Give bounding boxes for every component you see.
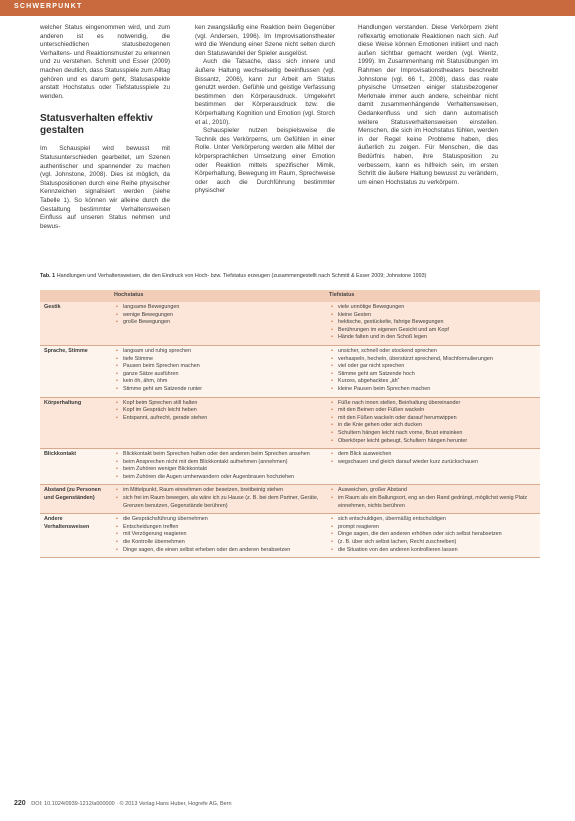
list-item: • kleine Pausen beim Sprechen machen: [338, 386, 536, 394]
bullet-list: [329, 304, 536, 342]
table-body: [40, 302, 540, 558]
list-item: • langsame Bewegungen: [123, 304, 321, 312]
status-table: [40, 290, 540, 558]
table-header-row: [40, 290, 540, 302]
list-item: • mit den Füßen wackeln oder darauf herumwippen: [338, 415, 536, 423]
list-item: • Stimme geht am Satzende runter: [123, 386, 321, 394]
list-item: • verhaspeln, hecheln, überstürzt sprechend, Mischformulierungen: [338, 356, 536, 364]
body-paragraph: Im Schauspiel wird bewusst mit Statusunterschieden gearbeitet, um Szenen authentischer und spannender zu machen (vgl. Johnstone, 2008). Dies ist möglich, da Statuspositionen durch eine Reihe physischer Kennzeichen signalisiert werden (siehe Tabelle 1). So können wir alleine durch die Gestaltung bestimmter Verhaltensweisen Einfluss auf unseren Status nehmen und bewus-: [40, 145, 170, 230]
list-item: • im Mittelpunkt, Raum einnehmen oder besetzen, breitbeinig stehen: [123, 487, 321, 495]
list-item: • Berührungen im eigenen Gesicht und am Kopf: [338, 327, 536, 335]
table-caption-prefix: Tab. 1: [40, 273, 56, 279]
list-item: • prompt reagieren: [338, 524, 536, 532]
list-item: • kleine Gesten: [338, 312, 536, 320]
list-item: • Oberkörper leicht gebeugt, Schultern hängen herunter: [338, 438, 536, 446]
list-item: • viel oder gar nicht sprechen: [338, 363, 536, 371]
row-label: Gestik: [44, 304, 61, 310]
bullet-list: [114, 451, 321, 481]
list-item: • Kurzes, abgehacktes „äh“: [338, 378, 536, 386]
hochstatus-cell: [110, 302, 325, 345]
table-header-empty: [40, 290, 110, 302]
body-paragraph: ken zwangsläufig eine Reaktion beim Gegenüber (vgl. Andersen, 1996). Im Improvisationstheater wird die Wendung einer Szene nicht selten durch den Statuswandel der Spieler ausgelöst.: [195, 24, 335, 57]
list-item: • Ausweichen, großer Abstand: [338, 487, 536, 495]
list-item: • (z. B. über sich selbst lachen, Recht zuschreiben): [338, 539, 536, 547]
hochstatus-cell: [110, 514, 325, 557]
table-row: [40, 514, 540, 558]
list-item: • Kopf beim Sprechen still halten: [123, 400, 321, 408]
list-item: • die Kontrolle übernehmen: [123, 539, 321, 547]
table-row: [40, 449, 540, 485]
list-item: • ganze Sätze ausführen: [123, 371, 321, 379]
row-label: Abstand (zu Personen und Gegenständen): [44, 487, 101, 502]
list-item: • im Raum als ein Ballungsort, eng an den Rand gedrängt, möglichst wenig Platz einnehmen, nichts berühren: [338, 495, 536, 510]
list-item: • mit Verzögerung reagieren: [123, 531, 321, 539]
list-item: • dem Blick ausweichen: [338, 451, 536, 459]
section-heading: Statusverhalten effektiv gestalten: [40, 113, 153, 137]
list-item: • sich frei im Raum bewegen, als wäre ich zu Hause (z. B. bei dem Partner, Geräte, Grenzen benutzen, Gegenstände berühren): [123, 495, 321, 510]
table-row: [40, 346, 540, 398]
footer-text: DOI: 10.1024/0939-1212/a000000 · © 2013 Verlag Hans Huber, Hogrefe AG, Bern: [31, 801, 232, 807]
hochstatus-cell: [110, 485, 325, 513]
hochstatus-cell: [110, 346, 325, 397]
bullet-list: [114, 348, 321, 394]
list-item: • kein öh, ähm, öhm: [123, 378, 321, 386]
list-item: • Schultern hängen leicht nach vorne, Brust einsinken: [338, 430, 536, 438]
tiefstatus-cell: [325, 302, 540, 345]
body-paragraph: Auch die Tatsache, dass sich innere und äußere Haltung wechselseitig beeinflussen (vgl. Bissantz, 2006), kann zur Arbeit am Status genutzt werden. Gefühle und geistige Verfassung bestimmen den Körperausdruck. Umgekehrt bestimmen der Körperausdruck bzw. die Körperhaltung Kognition und Emotion (vgl. Storch et al., 2010).: [195, 58, 335, 126]
list-item: • Pausen beim Sprechen machen: [123, 363, 321, 371]
bullet-list: [114, 400, 321, 423]
hochstatus-cell: [110, 449, 325, 484]
table-header-tiefstatus: Tiefstatus: [329, 292, 355, 298]
list-item: • wegschauen und gleich darauf wieder kurz zurückschauen: [338, 459, 536, 467]
bullet-list: [329, 348, 536, 394]
row-label: Körperhaltung: [44, 399, 82, 406]
article-column-1: [40, 24, 170, 231]
table-header-hochstatus: Hochstatus: [114, 292, 144, 298]
list-item: • wenige Bewegungen: [123, 312, 321, 320]
table-row: [40, 398, 540, 450]
section-label: SCHWERPUNKT: [14, 3, 83, 10]
list-item: • Dinge sagen, die einen selbst erheben oder den anderen herabsetzen: [123, 547, 321, 555]
body-paragraph: welcher Status eingenommen wird, und zum anderen ist es notwendig, die unterschiedlichen statusbezogenen Verhaltens- und Reaktionsmuster zu erkennen und zu verstehen. Schmitt und Esser (2009) machen deutlich, dass Statusspiele zum Alltag gehören und es darum geht, Statusaspekte anstatt Hochstatus oder Tiefstatusspiele zu wenden.: [40, 24, 170, 100]
list-item: • beim Ansprechen nicht mit dem Blickkontakt aufnehmen (annehmen): [123, 459, 321, 467]
section-header-band: [0, 0, 575, 16]
list-item: • Füße nach innen stellen, Beinhaltung übereinander: [338, 400, 536, 408]
list-item: • Hände falten und in den Schoß legen: [338, 334, 536, 342]
bullet-list: [114, 487, 321, 510]
bullet-list: [329, 400, 536, 446]
body-paragraph: Schauspieler nutzen beispielsweise die Technik des Verkörperns, um Gefühlen in einer Rolle. Unter Verkörperung werden alle Mittel der körpersprachlichen Umsetzung einer Emotion oder Reaktion mittels spezifischer Mimik, Körperhaltung, Bewegung im Raum, Sprechweise oder auch die Durchführung bestimmter physischer: [195, 127, 335, 195]
row-label: Sprache, Stimme: [44, 347, 88, 354]
bullet-list: [329, 451, 536, 466]
row-label: Blickkontakt: [44, 451, 77, 458]
list-item: • große Bewegungen: [123, 319, 321, 327]
bullet-list: [114, 304, 321, 327]
list-item: • beim Zuhören die Augen umherwandern oder Augenbrauen hochziehen: [123, 474, 321, 482]
hochstatus-cell: [110, 398, 325, 449]
list-item: • Kopf im Gespräch leicht heben: [123, 407, 321, 415]
list-item: • hektische, gestückelte, fahrige Bewegungen: [338, 319, 536, 327]
table-caption: [40, 273, 540, 280]
list-item: • Stimme geht am Satzende hoch: [338, 371, 536, 379]
tiefstatus-cell: [325, 398, 540, 449]
row-label: Andere Verhaltensweisen: [44, 516, 90, 530]
list-item: • langsam und ruhig sprechen: [123, 348, 321, 356]
list-item: • Dinge sagen, die den anderen erhöhen oder sich selbst herabsetzen: [338, 531, 536, 539]
list-item: • sich entschuldigen, übermäßig entschuldigen: [338, 516, 536, 524]
bullet-list: [329, 516, 536, 554]
list-item: • mit den Beinen oder Füßen wackeln: [338, 407, 536, 415]
tiefstatus-cell: [325, 514, 540, 557]
list-item: • die Gesprächsführung übernehmen: [123, 516, 321, 524]
table-row: [40, 302, 540, 346]
list-item: • Entspannt, aufrecht, gerade stehen: [123, 415, 321, 423]
list-item: • Blickkontakt beim Sprechen halten oder den anderen beim Sprechen ansehen: [123, 451, 321, 459]
body-paragraph: Handlungen verstanden. Diese Verkörpern zieht reflexartig emotionale Reaktionen nach sich. Auf diese Weise können Emotionen initiiert und nach außen sichtbar gemacht werden (vgl. Wentz, 1999). Im Zusammenhang mit Statusübungen im Rahmen der Improvisationstheaters beschreibt Johnstone (vgl. 66 f., 2008), dass das reale physische Umsetzen einiger statusbezogener Merkmale immer auch andere, scheinbar nicht damit zusammenhängende Verhaltensweisen, Gedankenfluss und sich dann automatisch weitere Statusverhaltensweisen einstellen. Menschen, die sich im Hochstatus fühlen, werden in der Regel keine Probleme haben, dies äußerlich zu zeigen. Für Menschen, die das Bedürfnis haben, ihre Statusposition zu verbessern, kann es hilfreich sein, im ersten Schritt die äußere Haltung bewusst zu verändern, um einen Hochstatus zu verkörpern.: [358, 24, 498, 186]
article-column-2: [195, 24, 335, 196]
list-item: • beim Zuhören weniger Blickkontakt: [123, 466, 321, 474]
list-item: • unsicher, schnell oder stockend sprechen: [338, 348, 536, 356]
table-caption-text: Handlungen und Verhaltensweisen, die den Eindruck von Hoch- bzw. Tiefstatus erzeugen (zusammengestellt nach Schmitt & Esser 2009; Johnstone 1993): [56, 273, 427, 279]
list-item: • Entscheidungen treffen: [123, 524, 321, 532]
list-item: • in die Knie gehen oder sich ducken: [338, 422, 536, 430]
tiefstatus-cell: [325, 346, 540, 397]
article-column-3: [358, 24, 498, 187]
table-row: [40, 485, 540, 514]
list-item: • viele unnötige Bewegungen: [338, 304, 536, 312]
page-footer: [14, 800, 232, 807]
tiefstatus-cell: [325, 485, 540, 513]
bullet-list: [114, 516, 321, 554]
list-item: • die Situation von den anderen kontrollieren lassen: [338, 547, 536, 555]
page-number: 220: [14, 800, 26, 807]
bullet-list: [329, 487, 536, 510]
tiefstatus-cell: [325, 449, 540, 484]
list-item: • tiefe Stimme: [123, 356, 321, 364]
